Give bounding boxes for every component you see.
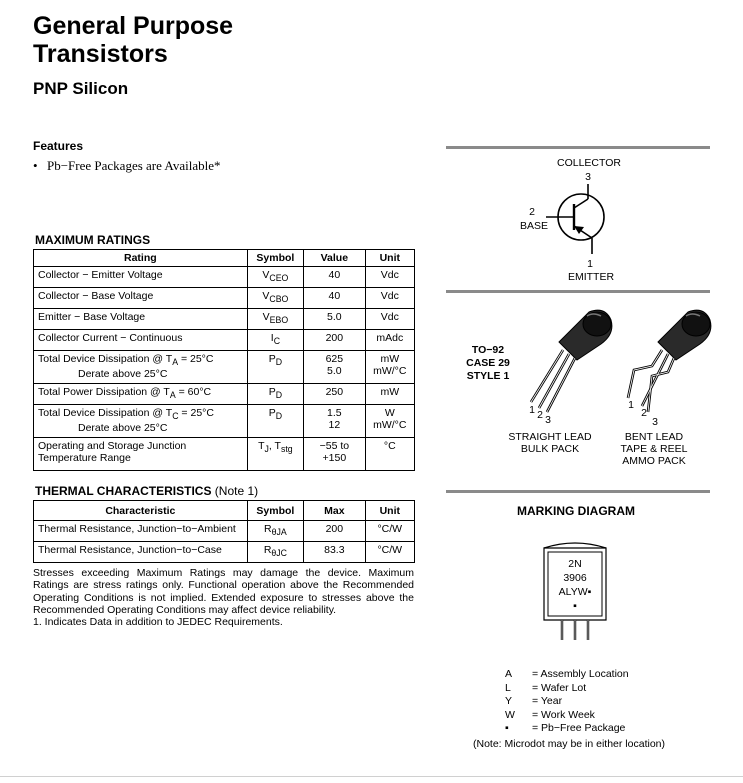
header-value: Value [304, 250, 365, 267]
legend-row: ▪ = Pb−Free Package [505, 722, 626, 735]
table-row [34, 267, 415, 288]
unit-cell: Vdc [365, 267, 414, 288]
table-header-row [34, 250, 415, 267]
value-cell: 250 [304, 384, 365, 405]
value-cell: 40 [304, 267, 365, 288]
unit-cell: mW mW/°C [365, 351, 414, 384]
header-symbol: Symbol [247, 250, 303, 267]
value-cell: 1.5 12 [304, 405, 365, 438]
rating-cell: Total Power Dissipation @ $T_A = 60^\circ C$ [34, 384, 248, 405]
symbol-cell: $T_J$, $T_{stg}$ [247, 438, 303, 471]
bent-lead-label: BENT LEAD TAPE & REEL AMMO PACK [620, 431, 688, 467]
title-line-1: General Purpose [33, 12, 234, 40]
features-heading: Features [33, 139, 84, 153]
emitter-pin-number: 1 [587, 258, 593, 270]
package-name: TO−92 CASE 29 STYLE 1 [466, 344, 510, 382]
unit-cell: mAdc [365, 330, 414, 351]
header-rating: Rating [34, 250, 248, 267]
unit-cell: Vdc [365, 309, 414, 330]
marking-text [548, 557, 602, 613]
microdot-note: (Note: Microdot may be in either location) [473, 738, 665, 750]
microdot-icon: ▪ [573, 600, 577, 612]
marking-line-2: 3906 [563, 572, 587, 584]
value-cell: 625 5.0 [304, 351, 365, 384]
section-divider [446, 290, 710, 293]
table-row [34, 330, 415, 351]
symbol-cell: $V_{CBO}$ [247, 288, 303, 309]
to92-straight-lead-drawing [525, 306, 615, 418]
characteristic-cell: Thermal Resistance, Junction−to−Ambient [34, 521, 248, 542]
table-row [34, 309, 415, 330]
value-cell: 200 [304, 330, 365, 351]
symbol-cell: $V_{EBO}$ [247, 309, 303, 330]
symbol-cell: $P_D$ [247, 384, 303, 405]
marking-legend [505, 668, 629, 736]
straight-lead-label: STRAIGHT LEAD BULK PACK [508, 431, 592, 455]
collector-label: COLLECTOR [557, 157, 621, 169]
bullet-icon: • [33, 158, 38, 173]
symbol-cell: $R_{\theta JC}$ [247, 542, 303, 563]
page-title [33, 12, 233, 68]
marking-diagram-heading: MARKING DIAGRAM [517, 504, 635, 518]
max-ratings-heading: MAXIMUM RATINGS [35, 233, 151, 247]
unit-cell: W mW/°C [365, 405, 414, 438]
legend-row: A = Assembly Location [505, 668, 629, 680]
pnp-transistor-symbol [540, 182, 620, 258]
legend-row: W = Work Week [505, 708, 595, 721]
section-divider [446, 490, 710, 493]
straight-pin-3: 3 [545, 414, 551, 426]
symbol-cell: $I_C$ [247, 330, 303, 351]
page-bottom-divider [0, 776, 743, 777]
header-symbol: Symbol [247, 501, 303, 521]
emitter-label: EMITTER [567, 271, 615, 283]
marking-line-1: 2N [568, 558, 582, 570]
table-row [34, 405, 415, 438]
table-row [34, 288, 415, 309]
symbol-cell: $R_{\theta JA}$ [247, 521, 303, 542]
features-list [33, 158, 221, 174]
unit-cell: Vdc [365, 288, 414, 309]
rating-cell: Total Device Dissipation @ $T_A = 25^\circ C$ Derate above 25°C [34, 351, 248, 384]
table-row [34, 351, 415, 384]
unit-cell: °C/W [365, 521, 414, 542]
unit-cell: °C/W [365, 542, 414, 563]
max-ratings-table [33, 249, 415, 471]
rating-cell: Collector − Base Voltage [34, 288, 248, 309]
thermal-note: (Note 1) [214, 484, 259, 498]
table-header-row [34, 501, 415, 521]
symbol-cell: $P_D$ [247, 351, 303, 384]
to92-bent-lead-drawing [624, 306, 714, 418]
base-label: BASE [519, 220, 548, 232]
section-divider [446, 146, 710, 149]
value-cell: 40 [304, 288, 365, 309]
feature-item: Pb−Free Packages are Available* [47, 158, 221, 173]
header-max: Max [304, 501, 365, 521]
symbol-cell: $V_{CEO}$ [247, 267, 303, 288]
marking-line-3: ALYW▪ [558, 586, 592, 598]
rating-cell: Collector − Emitter Voltage [34, 267, 248, 288]
characteristic-cell: Thermal Resistance, Junction−to−Case [34, 542, 248, 563]
stress-note: Stresses exceeding Maximum Ratings may damage the device. Maximum Ratings are stress ratings only. Functional operation above the Recommended Operating Conditions is not implied. Extended exposure to stresses above the Recommended Operating Conditions may affect device reliability. [33, 567, 414, 617]
unit-cell: mW [365, 384, 414, 405]
header-unit: Unit [365, 501, 414, 521]
header-unit: Unit [365, 250, 414, 267]
rating-cell: Collector Current − Continuous [34, 330, 248, 351]
unit-cell: °C [365, 438, 414, 471]
thermal-table [33, 500, 415, 563]
value-cell: −55 to +150 [304, 438, 365, 471]
rating-cell: Total Device Dissipation @ $T_C = 25^\circ C$ Derate above 25°C [34, 405, 248, 438]
subtitle: PNP Silicon [33, 79, 129, 98]
title-line-2: Transistors [33, 40, 168, 68]
header-characteristic: Characteristic [34, 501, 248, 521]
legend-row: Y = Year [505, 695, 563, 708]
rating-cell: Emitter − Base Voltage [34, 309, 248, 330]
rating-cell: Operating and Storage Junction Temperature Range [34, 438, 248, 471]
bent-pin-3: 3 [652, 416, 658, 428]
table-row [34, 384, 415, 405]
base-pin-number: 2 [529, 206, 535, 218]
straight-pin-2: 2 [537, 409, 543, 421]
table-row [34, 438, 415, 471]
collector-pin-number: 3 [585, 171, 591, 183]
footnote: 1. Indicates Data in addition to JEDEC Requirements. [33, 616, 283, 628]
max-cell: 83.3 [304, 542, 365, 563]
thermal-heading: THERMAL CHARACTERISTICS (Note 1) [35, 484, 259, 498]
straight-pin-1: 1 [529, 404, 535, 416]
symbol-cell: $P_D$ [247, 405, 303, 438]
table-row [34, 521, 415, 542]
table-row [34, 542, 415, 563]
value-cell: 5.0 [304, 309, 365, 330]
bent-pin-2: 2 [641, 407, 647, 419]
legend-row: L = Wafer Lot [505, 681, 587, 694]
max-cell: 200 [304, 521, 365, 542]
bent-pin-1: 1 [628, 399, 634, 411]
